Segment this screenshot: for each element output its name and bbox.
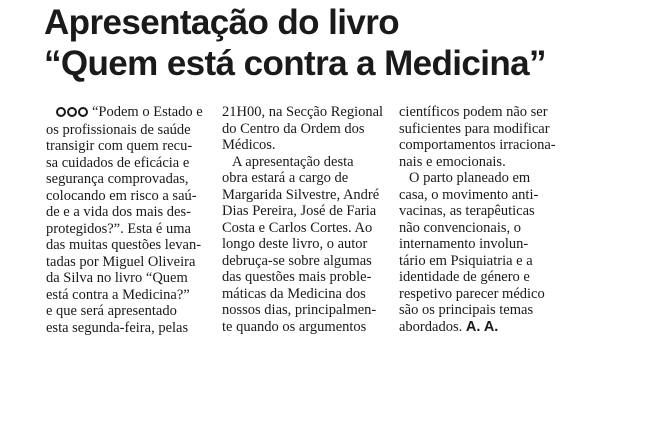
body-line: está contra a Medicina?” <box>46 286 190 303</box>
body-line: respetivo parecer médico <box>399 285 545 302</box>
body-line: casa, o movimento anti- <box>399 186 539 203</box>
headline-line: “Quem está contra a Medicina” <box>44 44 546 83</box>
body-line: A apresentação desta <box>232 153 354 170</box>
bullet-circles-icon <box>56 105 89 122</box>
body-line: 21H00, na Secção Regional <box>222 104 384 120</box>
article-column-2 <box>222 104 382 335</box>
body-line: protegidos?”. Esta é uma <box>46 220 191 237</box>
body-line: te quando os argumentos <box>222 318 367 335</box>
body-line: esta segunda-feira, pelas <box>46 319 189 336</box>
body-line: tário em Psiquiatria e a <box>399 252 533 269</box>
body-line: obra estará a cargo de <box>222 170 349 186</box>
body-line: Dias Pereira, José de Faria <box>222 203 377 219</box>
body-text: “Podem o Estado e <box>92 104 203 120</box>
author-signature: A. A. <box>465 318 499 335</box>
article-column-3 <box>399 104 559 335</box>
body-line: identidade de género e <box>399 269 530 285</box>
body-line: os profissionais de saúde <box>46 121 191 138</box>
body-line: Médicos. <box>222 137 276 153</box>
body-line: Margarida Silvestre, André <box>222 186 380 203</box>
body-line: transigir com quem recu- <box>46 138 193 154</box>
body-line: vacinas, as terapêuticas <box>399 203 535 219</box>
body-line <box>46 104 206 122</box>
body-line: internamento involun- <box>399 236 529 252</box>
body-line: O parto planeado em <box>409 170 531 186</box>
body-line: nossos dias, principalmen- <box>222 302 377 318</box>
body-line: comportamentos irraciona- <box>399 137 556 153</box>
body-line: máticas da Medicina dos <box>222 285 366 302</box>
body-line: nais e emocionais. <box>399 153 506 170</box>
body-line: e que será apresentado <box>46 303 177 319</box>
body-line: da Silva no livro “Quem <box>46 270 188 286</box>
headline-line: Apresentação do livro <box>44 3 400 42</box>
body-line: longo deste livro, o autor <box>222 236 368 252</box>
body-line: debruça-se sobre algumas <box>222 252 372 269</box>
article-column-1 <box>46 104 206 336</box>
body-line: científicos podem não ser <box>399 104 548 120</box>
body-line: de e a vida dos mais des- <box>46 204 191 220</box>
body-line: colocando em risco a saú- <box>46 187 197 204</box>
body-line <box>399 319 559 336</box>
body-line: sa cuidados de eficácia e <box>46 154 190 171</box>
body-line: das questões mais proble- <box>222 269 372 285</box>
body-line: Costa e Carlos Cortes. Ao <box>222 219 373 236</box>
body-line: não convencionais, o <box>399 219 522 236</box>
body-text: abordados. <box>399 318 463 335</box>
body-line: das muitas questões levan- <box>46 237 202 253</box>
body-line: segurança comprovadas, <box>46 171 189 187</box>
body-line: são os principais temas <box>399 302 534 318</box>
body-line: suficientes para modificar <box>399 120 550 137</box>
body-line: tadas por Miguel Oliveira <box>46 253 196 270</box>
body-line: do Centro da Ordem dos <box>222 120 365 137</box>
article-headline <box>44 2 624 84</box>
